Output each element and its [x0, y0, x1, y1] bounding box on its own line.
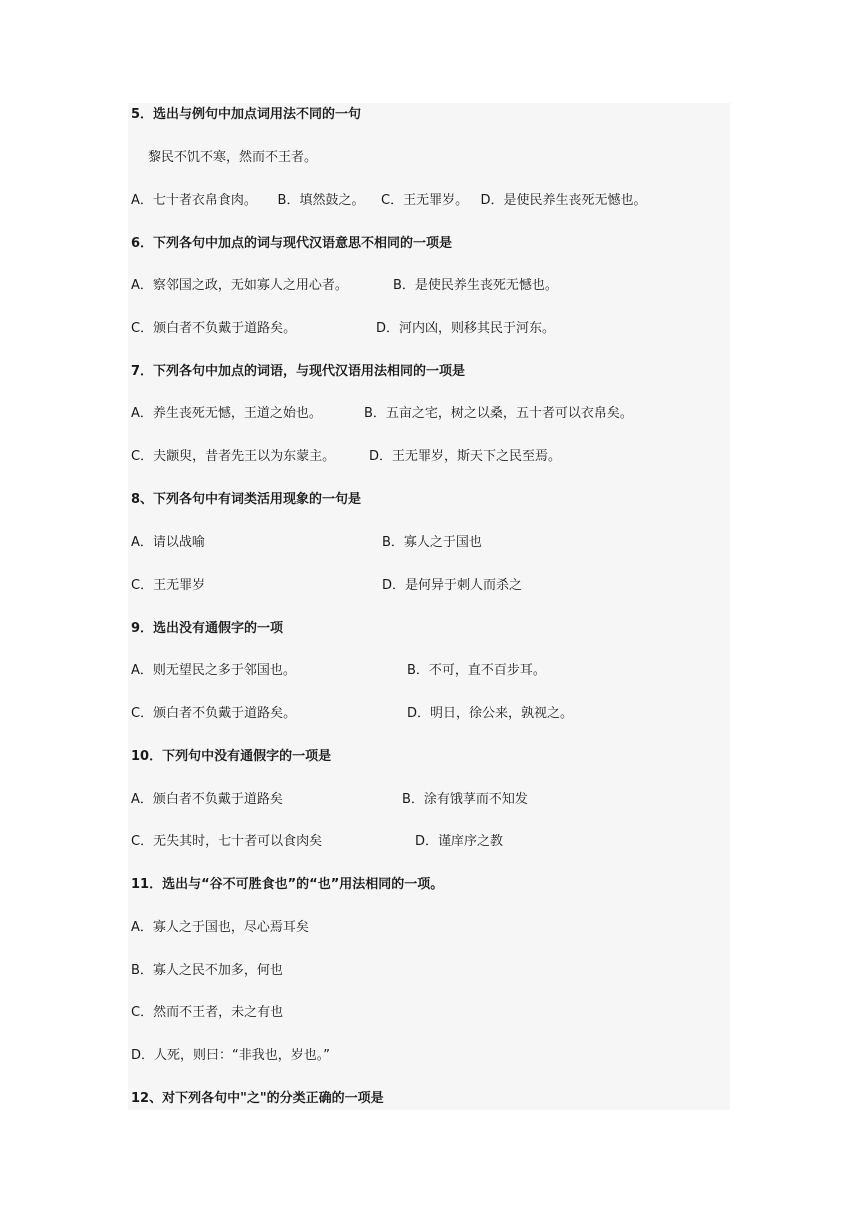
question-7-option-a: A．养生丧死无憾，王道之始也。 [131, 406, 322, 421]
question-7-option-c: C．夫颛臾，昔者先王以为东蒙主。 [131, 449, 336, 464]
question-9-option-a: A．则无望民之多于邻国也。 [131, 663, 296, 678]
question-9-option-b: B．不可，直不百步耳。 [407, 663, 546, 678]
question-9-option-d: D．明日，徐公来，孰视之。 [407, 706, 574, 721]
question-10-option-d: D．谨庠序之教 [415, 834, 504, 849]
question-11-option-c: C．然而不王者，未之有也 [131, 1005, 284, 1020]
question-7-option-b: B．五亩之宅，树之以桑，五十者可以衣帛矣。 [364, 406, 633, 421]
question-5-example: 黎民不饥不寒，然而不王者。 [148, 150, 318, 165]
question-11-option-b: B．寡人之民不加多，何也 [131, 963, 283, 978]
question-12-title: 12、对下列各句中"之"的分类正确的一项是 [131, 1091, 384, 1106]
question-10-title: 10．下列句中没有通假字的一项是 [131, 749, 332, 764]
question-11-title: 11．选出与“谷不可胜食也”的“也”用法相同的一项。 [131, 877, 444, 892]
question-6-option-a: A．察邻国之政，无如寡人之用心者。 [131, 278, 348, 293]
question-7-title: 7．下列各句中加点的词语，与现代汉语用法相同的一项是 [131, 364, 466, 379]
question-6-option-b: B．是使民养生丧死无憾也。 [393, 278, 558, 293]
question-8-option-a: A．请以战喻 [131, 535, 205, 550]
question-6-option-c: C．颁白者不负戴于道路矣。 [131, 321, 297, 336]
question-8-option-d: D．是何异于刺人而杀之 [382, 578, 523, 593]
question-10-option-b: B．涂有饿莩而不知发 [402, 792, 528, 807]
document-page [128, 103, 730, 1110]
question-8-option-b: B．寡人之于国也 [382, 535, 482, 550]
question-8-option-c: C．王无罪岁 [131, 578, 206, 593]
question-11-option-d: D．人死，则曰：“非我也，岁也。” [131, 1048, 330, 1063]
question-5-title: 5．选出与例句中加点词用法不同的一句 [131, 107, 362, 122]
question-11-option-a: A．寡人之于国也，尽心焉耳矣 [131, 920, 309, 935]
question-6-option-d: D．河内凶，则移其民于河东。 [376, 321, 556, 336]
question-9-title: 9．选出没有通假字的一项 [131, 621, 284, 636]
question-10-option-a: A．颁白者不负戴于道路矣 [131, 792, 283, 807]
question-5-options: A．七十者衣帛食肉。 B．填然鼓之。 C．王无罪岁。 D．是使民养生丧死无憾也。 [131, 193, 647, 208]
question-9-option-c: C．颁白者不负戴于道路矣。 [131, 706, 297, 721]
question-8-title: 8、下列各句中有词类活用现象的一句是 [131, 492, 362, 507]
question-6-title: 6．下列各句中加点的词与现代汉语意思不相同的一项是 [131, 236, 453, 251]
question-7-option-d: D．王无罪岁，斯天下之民至焉。 [369, 449, 562, 464]
question-10-option-c: C．无失其时，七十者可以食肉矣 [131, 834, 323, 849]
